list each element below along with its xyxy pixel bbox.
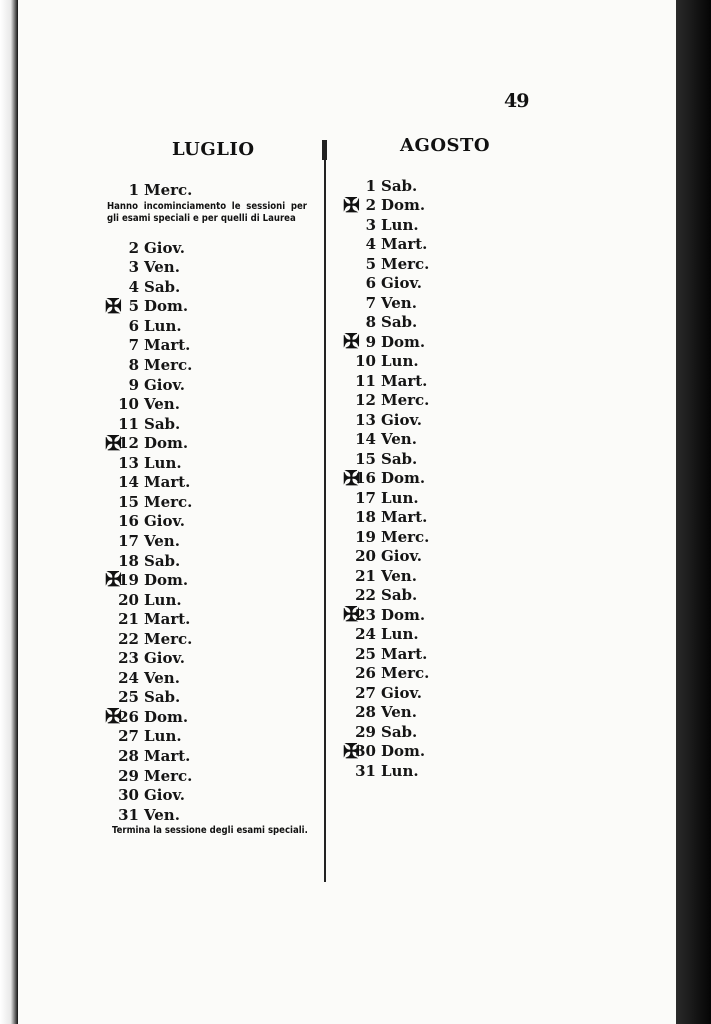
day-number: 9 xyxy=(128,375,139,394)
weekday-name: Sab. xyxy=(381,722,418,741)
day-number: 24 xyxy=(118,668,139,687)
day-number: 10 xyxy=(118,395,139,414)
day-row xyxy=(113,785,185,804)
page-edge-left xyxy=(0,0,18,1024)
day-number: 9 xyxy=(365,332,376,351)
weekday-name: Giov. xyxy=(144,512,185,531)
day-number: 2 xyxy=(128,238,139,257)
weekday-name: Dom. xyxy=(381,742,426,761)
weekday-name: Sab. xyxy=(144,688,181,707)
day-number: 17 xyxy=(118,531,139,550)
sunday-cross-icon: ✠ xyxy=(343,602,360,626)
day-number: 10 xyxy=(355,352,376,371)
day-row xyxy=(350,566,417,585)
day-row xyxy=(113,258,180,277)
day-number: 26 xyxy=(118,707,139,726)
weekday-name: Merc. xyxy=(144,766,193,785)
weekday-name: Sab. xyxy=(381,449,418,468)
day-row xyxy=(113,180,192,199)
day-number: 22 xyxy=(355,586,376,605)
weekday-name: Lun. xyxy=(144,453,182,472)
session-start-note: Hanno incominciamento le sessioni per gli esami speciali e per quelli di Laurea xyxy=(107,201,307,224)
day-row xyxy=(113,473,190,492)
day-number: 31 xyxy=(118,805,139,824)
day-number: 7 xyxy=(365,293,376,312)
day-number: 28 xyxy=(355,703,376,722)
day-number: 16 xyxy=(355,469,376,488)
weekday-name: Ven. xyxy=(144,531,180,550)
day-number: 30 xyxy=(355,742,376,761)
day-row xyxy=(113,746,190,765)
weekday-name: Lun. xyxy=(381,352,419,371)
weekday-name: Giov. xyxy=(144,238,185,257)
day-number: 8 xyxy=(128,356,139,375)
day-number: 14 xyxy=(355,430,376,449)
day-row xyxy=(350,410,422,429)
day-number: 3 xyxy=(128,258,139,277)
day-number: 26 xyxy=(355,664,376,683)
weekday-name: Giov. xyxy=(144,649,185,668)
weekday-name: Mart. xyxy=(144,473,191,492)
day-row xyxy=(350,332,425,351)
day-row xyxy=(350,605,425,624)
weekday-name: Dom. xyxy=(381,332,426,351)
day-number: 18 xyxy=(355,508,376,527)
day-number: 13 xyxy=(118,453,139,472)
day-row xyxy=(113,453,182,472)
weekday-name: Giov. xyxy=(381,683,422,702)
day-number: 8 xyxy=(365,313,376,332)
day-number: 18 xyxy=(118,551,139,570)
day-row xyxy=(113,336,190,355)
weekday-name: Dom. xyxy=(144,571,189,590)
day-number: 4 xyxy=(365,235,376,254)
day-row xyxy=(350,274,422,293)
day-number: 12 xyxy=(118,434,139,453)
day-row xyxy=(113,649,185,668)
weekday-name: Giov. xyxy=(381,410,422,429)
day-number: 25 xyxy=(355,644,376,663)
weekday-name: Mart. xyxy=(144,610,191,629)
day-number: 3 xyxy=(365,215,376,234)
day-number: 20 xyxy=(355,547,376,566)
day-row xyxy=(350,352,419,371)
day-row xyxy=(350,391,429,410)
weekday-name: Dom. xyxy=(381,196,426,215)
day-row xyxy=(350,488,419,507)
weekday-name: Ven. xyxy=(144,395,180,414)
sunday-cross-icon: ✠ xyxy=(343,738,360,763)
weekday-name: Mart. xyxy=(381,235,428,254)
day-number: 12 xyxy=(355,391,376,410)
day-number: 1 xyxy=(365,176,376,195)
day-row xyxy=(350,508,427,527)
weekday-name: Merc. xyxy=(381,527,430,546)
day-row xyxy=(113,805,180,824)
day-row xyxy=(113,707,188,726)
sunday-cross-icon: ✠ xyxy=(105,293,122,318)
day-row xyxy=(113,316,182,335)
day-number: 31 xyxy=(355,761,376,780)
weekday-name: Lun. xyxy=(381,215,419,234)
day-row xyxy=(350,586,417,605)
day-number: 4 xyxy=(128,277,139,296)
day-number: 28 xyxy=(118,747,139,766)
day-row xyxy=(113,688,180,707)
weekday-name: Sab. xyxy=(144,414,181,433)
day-row xyxy=(350,449,417,468)
weekday-name: Lun. xyxy=(144,727,182,746)
day-row xyxy=(113,668,180,687)
day-row xyxy=(350,176,417,195)
day-row xyxy=(113,629,192,648)
day-row xyxy=(350,761,419,780)
weekday-name: Ven. xyxy=(144,805,180,824)
day-number: 11 xyxy=(355,371,376,390)
day-row xyxy=(113,297,188,316)
weekday-name: Sab. xyxy=(381,176,418,195)
day-row xyxy=(350,644,427,663)
day-number: 7 xyxy=(128,336,139,355)
weekday-name: Dom. xyxy=(381,605,426,624)
weekday-name: Merc. xyxy=(144,629,193,648)
sunday-cross-icon: ✠ xyxy=(343,329,360,353)
day-number: 24 xyxy=(355,625,376,644)
weekday-name: Giov. xyxy=(144,375,185,394)
month-title-luglio: LUGLIO xyxy=(172,139,255,160)
weekday-name: Lun. xyxy=(381,625,419,644)
day-row xyxy=(113,492,192,511)
day-number: 19 xyxy=(118,571,139,590)
weekday-name: Ven. xyxy=(381,430,417,449)
weekday-name: Merc. xyxy=(144,492,193,511)
weekday-name: Sab. xyxy=(144,277,181,296)
day-number: 29 xyxy=(118,766,139,785)
weekday-name: Sab. xyxy=(144,551,181,570)
day-number: 17 xyxy=(355,488,376,507)
weekday-name: Lun. xyxy=(381,488,419,507)
day-row xyxy=(113,355,192,374)
day-row xyxy=(350,683,422,702)
weekday-name: Merc. xyxy=(381,391,430,410)
day-number: 30 xyxy=(118,786,139,805)
day-number: 27 xyxy=(118,727,139,746)
weekday-name: Mart. xyxy=(381,371,428,390)
weekday-name: Mart. xyxy=(381,644,428,663)
weekday-name: Merc. xyxy=(144,356,193,375)
weekday-name: Dom. xyxy=(381,469,426,488)
day-number: 6 xyxy=(128,316,139,335)
day-row xyxy=(113,551,180,570)
day-row xyxy=(113,727,182,746)
day-number: 6 xyxy=(365,274,376,293)
day-row xyxy=(350,235,427,254)
day-number: 23 xyxy=(118,649,139,668)
day-row xyxy=(113,375,185,394)
day-number: 25 xyxy=(118,688,139,707)
day-row xyxy=(113,277,180,296)
weekday-name: Mart. xyxy=(144,747,191,766)
day-number: 23 xyxy=(355,605,376,624)
sunday-cross-icon: ✠ xyxy=(343,465,360,490)
day-row xyxy=(350,254,429,273)
sunday-cross-icon: ✠ xyxy=(105,567,122,592)
weekday-name: Dom. xyxy=(144,707,189,726)
day-row xyxy=(113,610,190,629)
day-row xyxy=(350,547,422,566)
weekday-name: Ven. xyxy=(144,668,180,687)
day-row xyxy=(113,394,180,413)
day-row xyxy=(113,590,182,609)
weekday-name: Sab. xyxy=(381,586,418,605)
sunday-cross-icon: ✠ xyxy=(343,192,360,217)
day-row xyxy=(113,414,180,433)
weekday-name: Mart. xyxy=(144,336,191,355)
weekday-name: Merc. xyxy=(381,254,430,273)
day-row xyxy=(113,570,188,589)
day-number: 19 xyxy=(355,527,376,546)
sunday-cross-icon: ✠ xyxy=(105,430,122,455)
page-number: 49 xyxy=(504,90,529,112)
day-row xyxy=(350,215,419,234)
day-number: 27 xyxy=(355,683,376,702)
weekday-name: Lun. xyxy=(381,761,419,780)
weekday-name: Giov. xyxy=(381,274,422,293)
day-number: 5 xyxy=(128,297,139,316)
day-number: 14 xyxy=(118,473,139,492)
day-row xyxy=(350,664,429,683)
day-row xyxy=(113,531,180,550)
day-row xyxy=(350,527,429,546)
day-number: 11 xyxy=(118,414,139,433)
day-row xyxy=(113,238,185,257)
column-divider xyxy=(324,142,326,882)
page-edge-right xyxy=(676,0,711,1024)
month-title-agosto: AGOSTO xyxy=(400,135,491,156)
session-end-note: Termina la sessione degli esami speciali. xyxy=(112,825,308,836)
day-number: 21 xyxy=(118,610,139,629)
weekday-name: Giov. xyxy=(144,786,185,805)
weekday-name: Dom. xyxy=(144,434,189,453)
day-row xyxy=(113,434,188,453)
day-number: 13 xyxy=(355,410,376,429)
weekday-name: Ven. xyxy=(381,566,417,585)
weekday-name: Sab. xyxy=(381,313,418,332)
weekday-name: Ven. xyxy=(144,258,180,277)
day-number: 22 xyxy=(118,629,139,648)
day-row xyxy=(350,293,417,312)
day-number: 15 xyxy=(355,449,376,468)
day-row xyxy=(350,625,419,644)
day-row xyxy=(113,766,192,785)
day-number: 29 xyxy=(355,722,376,741)
weekday-name: Merc. xyxy=(381,664,430,683)
day-row xyxy=(350,742,425,761)
weekday-name: Lun. xyxy=(144,590,182,609)
day-number: 2 xyxy=(365,196,376,215)
weekday-name: Merc. xyxy=(144,180,193,199)
weekday-name: Giov. xyxy=(381,547,422,566)
weekday-name: Lun. xyxy=(144,316,182,335)
day-number: 21 xyxy=(355,566,376,585)
day-row xyxy=(350,430,417,449)
day-number: 20 xyxy=(118,590,139,609)
weekday-name: Ven. xyxy=(381,703,417,722)
weekday-name: Dom. xyxy=(144,297,189,316)
weekday-name: Ven. xyxy=(381,293,417,312)
day-row xyxy=(350,313,417,332)
day-row xyxy=(350,703,417,722)
day-row xyxy=(350,196,425,215)
day-row xyxy=(113,512,185,531)
weekday-name: Mart. xyxy=(381,508,428,527)
day-number: 5 xyxy=(365,254,376,273)
day-row xyxy=(350,371,427,390)
day-row xyxy=(350,469,425,488)
day-number: 16 xyxy=(118,512,139,531)
day-number: 15 xyxy=(118,492,139,511)
sunday-cross-icon: ✠ xyxy=(105,704,122,729)
day-number: 1 xyxy=(128,180,139,199)
day-row xyxy=(350,722,417,741)
